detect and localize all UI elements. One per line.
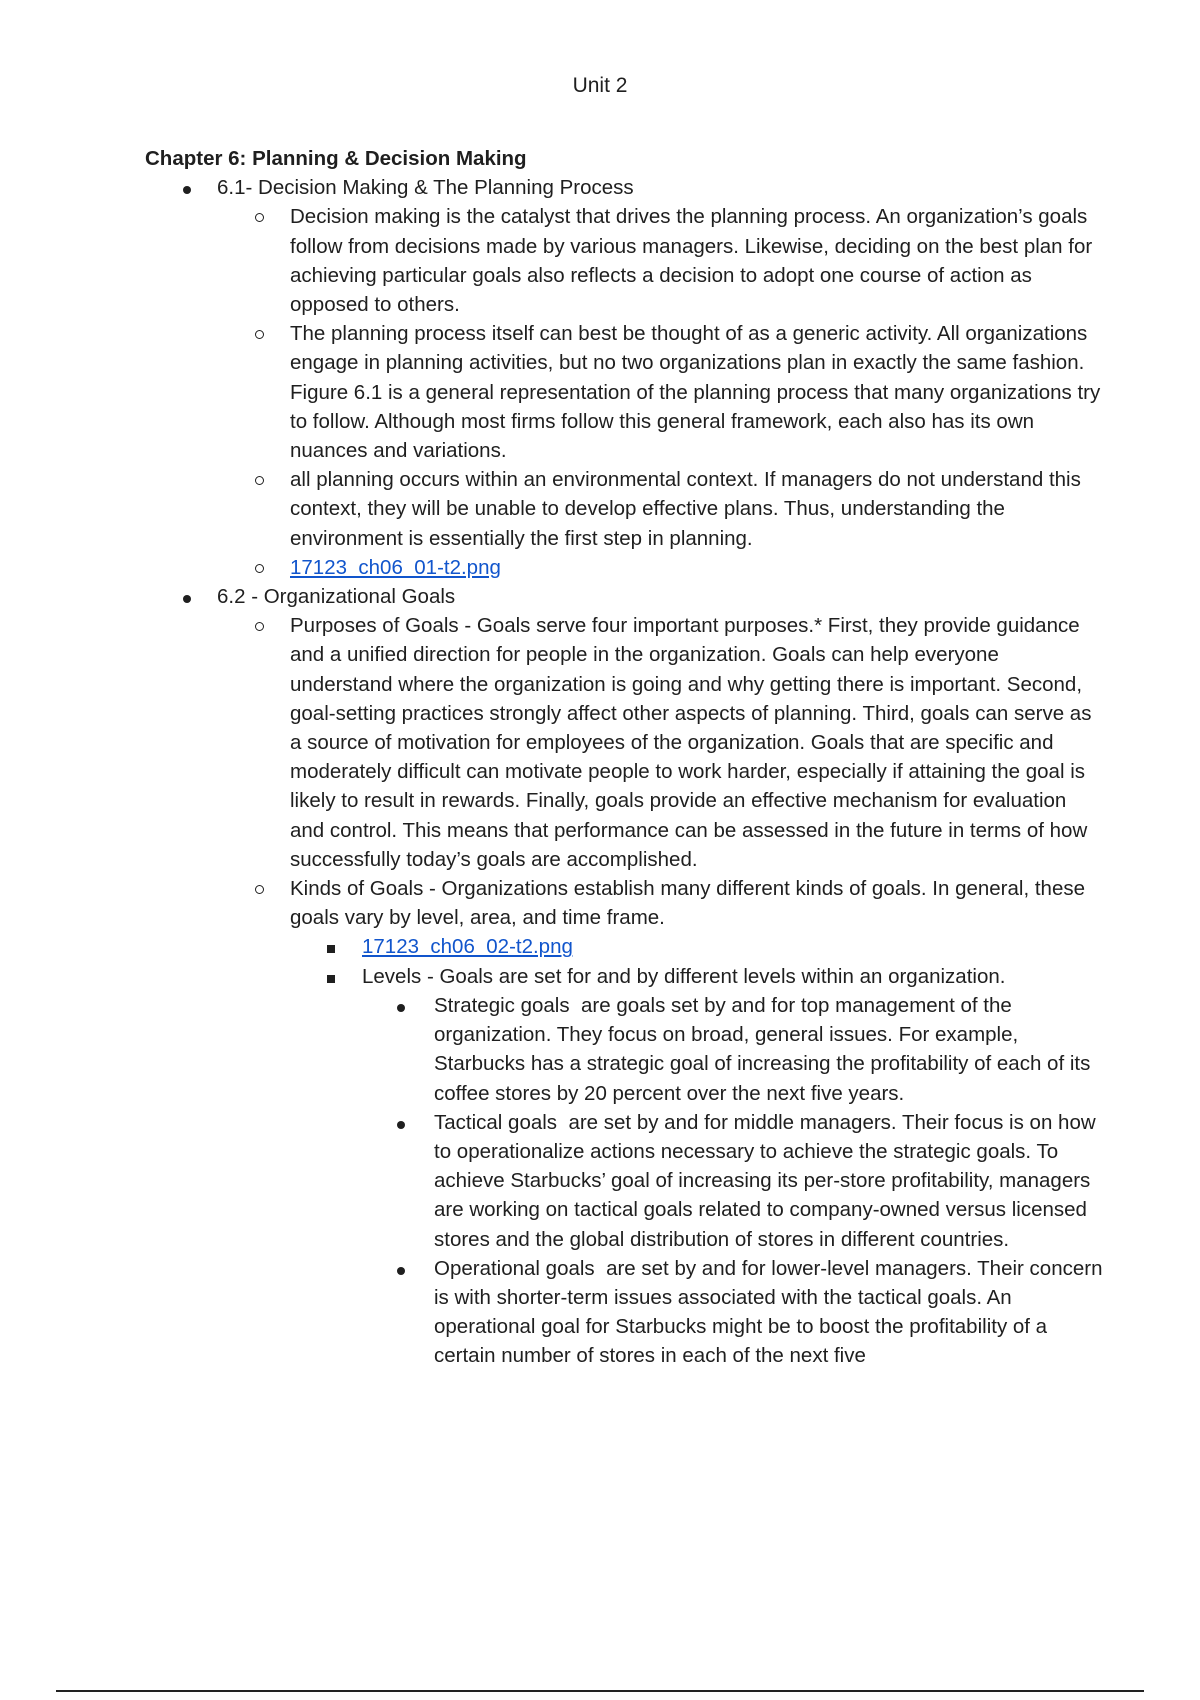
paragraph-text: Levels - Goals are set for and by different levels within an organization. [362, 964, 1006, 988]
image-link-fig-6-2[interactable]: 17123_ch06_02-t2.png [362, 935, 573, 959]
list-item [145, 202, 1105, 319]
bullet-circle-icon [255, 465, 264, 495]
document-body [145, 144, 1109, 1371]
bullet-dot-icon [183, 582, 191, 611]
list-item [145, 465, 1105, 553]
paragraph-text: Kinds of Goals - Organizations establish many different kinds of goals. In general, these goals vary by level, area, and time frame. [290, 877, 1086, 930]
section-list [145, 173, 1109, 1370]
list-item [289, 991, 1105, 1108]
bullet-circle-icon [255, 611, 264, 641]
paragraph-text: Purposes of Goals - Goals serve four important purposes.* First, they provide guidance and a unified direction for people in the organization. Goals can help everyone understand where the organization is going and why getting there is important. Second, goal-setting practices strongly affect other aspects of planning. Third, goals can serve as a source of motivation for employees of the organization. Goals that are specific and moderately difficult can motivate people to work harder, especially if attaining the goal is likely to result in rewards. Finally, goals provide an effective mechanism for evaluation and control. This means that performance can be assessed in the future in terms of how successfully today’s goals are accomplished. [290, 614, 1092, 871]
section-6-2-points [145, 611, 1109, 1370]
section-6-1 [145, 173, 1105, 582]
bullet-dot-icon [397, 991, 405, 1020]
image-link-fig-6-1[interactable]: 17123_ch06_01-t2.png [290, 555, 501, 579]
paragraph-text: all planning occurs within an environmental context. If managers do not understand this context, they will be unable to develop effective plans. Thus, understanding the environment is essentially the first step in planning. [290, 468, 1081, 550]
bullet-dot-icon [397, 1108, 405, 1137]
page-title: Unit 2 [572, 74, 628, 97]
list-item [145, 874, 1109, 1370]
bullet-dot-icon [397, 1254, 405, 1283]
list-item [145, 553, 1105, 582]
paragraph-text: Operational goals are set by and for lower-level managers. Their concern is with shorter-term issues associated with the tactical goals. An operational goal for Starbucks might be to boost the profitability of a certain number of stores in each of the next five [434, 1256, 1109, 1368]
paragraph-text: Tactical goals are set by and for middle managers. Their focus is on how to operationalize actions necessary to achieve the strategic goals. To achieve Starbucks’ goal of increasing its per-store profitability, managers are working on tactical goals related to company-owned versus licensed stores and the global distribution of stores in different countries. [434, 1110, 1102, 1251]
bullet-dot-icon [183, 173, 191, 202]
list-item [145, 611, 1105, 874]
list-item [217, 962, 1109, 1371]
section-6-1-points [145, 202, 1105, 582]
list-item [145, 319, 1105, 465]
bullet-circle-icon [255, 319, 264, 349]
bullet-circle-icon [255, 553, 264, 583]
chapter-heading: Chapter 6: Planning & Decision Making [145, 147, 527, 170]
list-item [289, 1108, 1105, 1254]
levels-list [289, 991, 1109, 1371]
kinds-of-goals-list [217, 932, 1109, 1370]
bullet-circle-icon [255, 874, 264, 904]
bullet-square-icon [327, 962, 335, 991]
paragraph-text: Strategic goals are goals set by and for top management of the organization. They focus on broad, general issues. For example, Starbucks has a strategic goal of increasing the profitability of each of its coffee stores by 20 percent over the next five years. [434, 993, 1097, 1105]
paragraph-text: Decision making is the catalyst that drives the planning process. An organization’s goals follow from decisions made by various managers. Likewise, deciding on the best plan for achieving particular goals also reflects a decision to adopt one course of action as opposed to others. [290, 205, 1093, 317]
page-bottom-rule [56, 1690, 1144, 1692]
section-heading: 6.2 - Organizational Goals [217, 585, 456, 609]
list-item [217, 932, 1105, 961]
section-heading: 6.1- Decision Making & The Planning Process [217, 176, 634, 200]
bullet-square-icon [327, 932, 335, 961]
section-6-2 [145, 582, 1109, 1370]
paragraph-text: The planning process itself can best be thought of as a generic activity. All organizations engage in planning activities, but no two organizations plan in exactly the same fashion. Figure 6.1 is a general representation of the planning process that many organizations try to follow. Although most firms follow this general framework, each also has its own nuances and variations. [290, 322, 1101, 463]
list-item [289, 1254, 1109, 1371]
bullet-circle-icon [255, 202, 264, 232]
